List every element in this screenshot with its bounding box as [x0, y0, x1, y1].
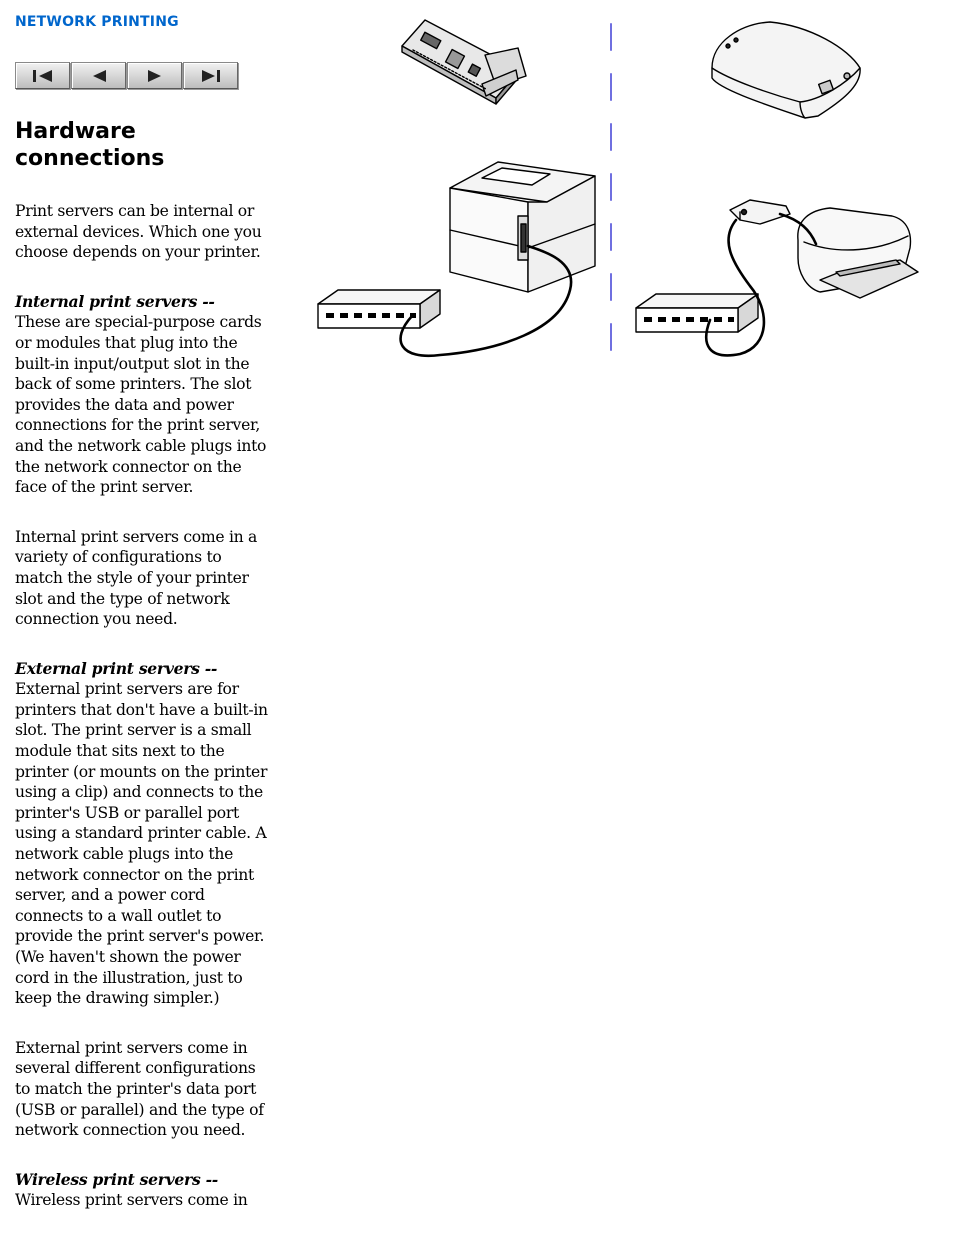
previous-page-button[interactable] [71, 62, 126, 89]
external-print-server [712, 22, 860, 118]
internal-paragraph [15, 292, 271, 498]
last-page-button[interactable] [183, 62, 238, 89]
network-hub-left [318, 290, 440, 328]
next-page-button[interactable] [127, 62, 182, 89]
wireless-text: Wireless print servers come in [15, 1191, 248, 1210]
article-body [15, 201, 271, 1240]
inkjet-printer [798, 208, 918, 298]
section-link[interactable]: NETWORK PRINTING [15, 14, 179, 30]
network-cable-right [706, 220, 764, 355]
wireless-term: Wireless print servers -- [15, 1169, 218, 1189]
small-print-server-module [730, 200, 790, 224]
last-page-icon [198, 68, 224, 84]
internal-term: Internal print servers -- [15, 291, 215, 311]
laser-printer [450, 162, 595, 292]
external-more-paragraph: External print servers come in several different configurations to match the printer's data port (USB or parallel) and the type of network connection you need. [15, 1038, 264, 1140]
external-term: External print servers -- [15, 658, 218, 678]
first-page-icon [30, 68, 56, 84]
external-paragraph [15, 659, 271, 1009]
first-page-button[interactable] [15, 62, 70, 89]
navigation-bar [15, 62, 238, 89]
intro-paragraph: Print servers can be internal or external devices. Which one you choose depends on your printer. [15, 202, 262, 262]
network-hub-right [636, 294, 758, 332]
internal-text: These are special-purpose cards or modules that plug into the built-in input/output slot in the back of some printers. The slot provides the data and power connections for the print server, and the network cable plugs into the network connector on the face of the print server. [15, 313, 267, 497]
internal-more-paragraph: Internal print servers come in a variety of configurations to match the style of your printer slot and the type of network connection you need. [15, 527, 258, 629]
internal-print-server-card [402, 20, 526, 104]
print-server-illustration [300, 10, 940, 370]
page-title: Hardware connections [15, 119, 165, 171]
wireless-paragraph [15, 1170, 271, 1211]
previous-page-icon [86, 68, 112, 84]
external-text: External print servers are for printers that don't have a built-in slot. The print server is a small module that sits next to the printer (or mounts on the printer using a clip) and connects to the printer's USB or parallel port using a standard printer cable. A network cable plugs into the network connector on the print server, and a power cord connects to a wall outlet to provide the print server's power. (We haven't shown the power cord in the illustration, just to keep the drawing simpler.) [15, 680, 268, 1008]
next-page-icon [142, 68, 168, 84]
